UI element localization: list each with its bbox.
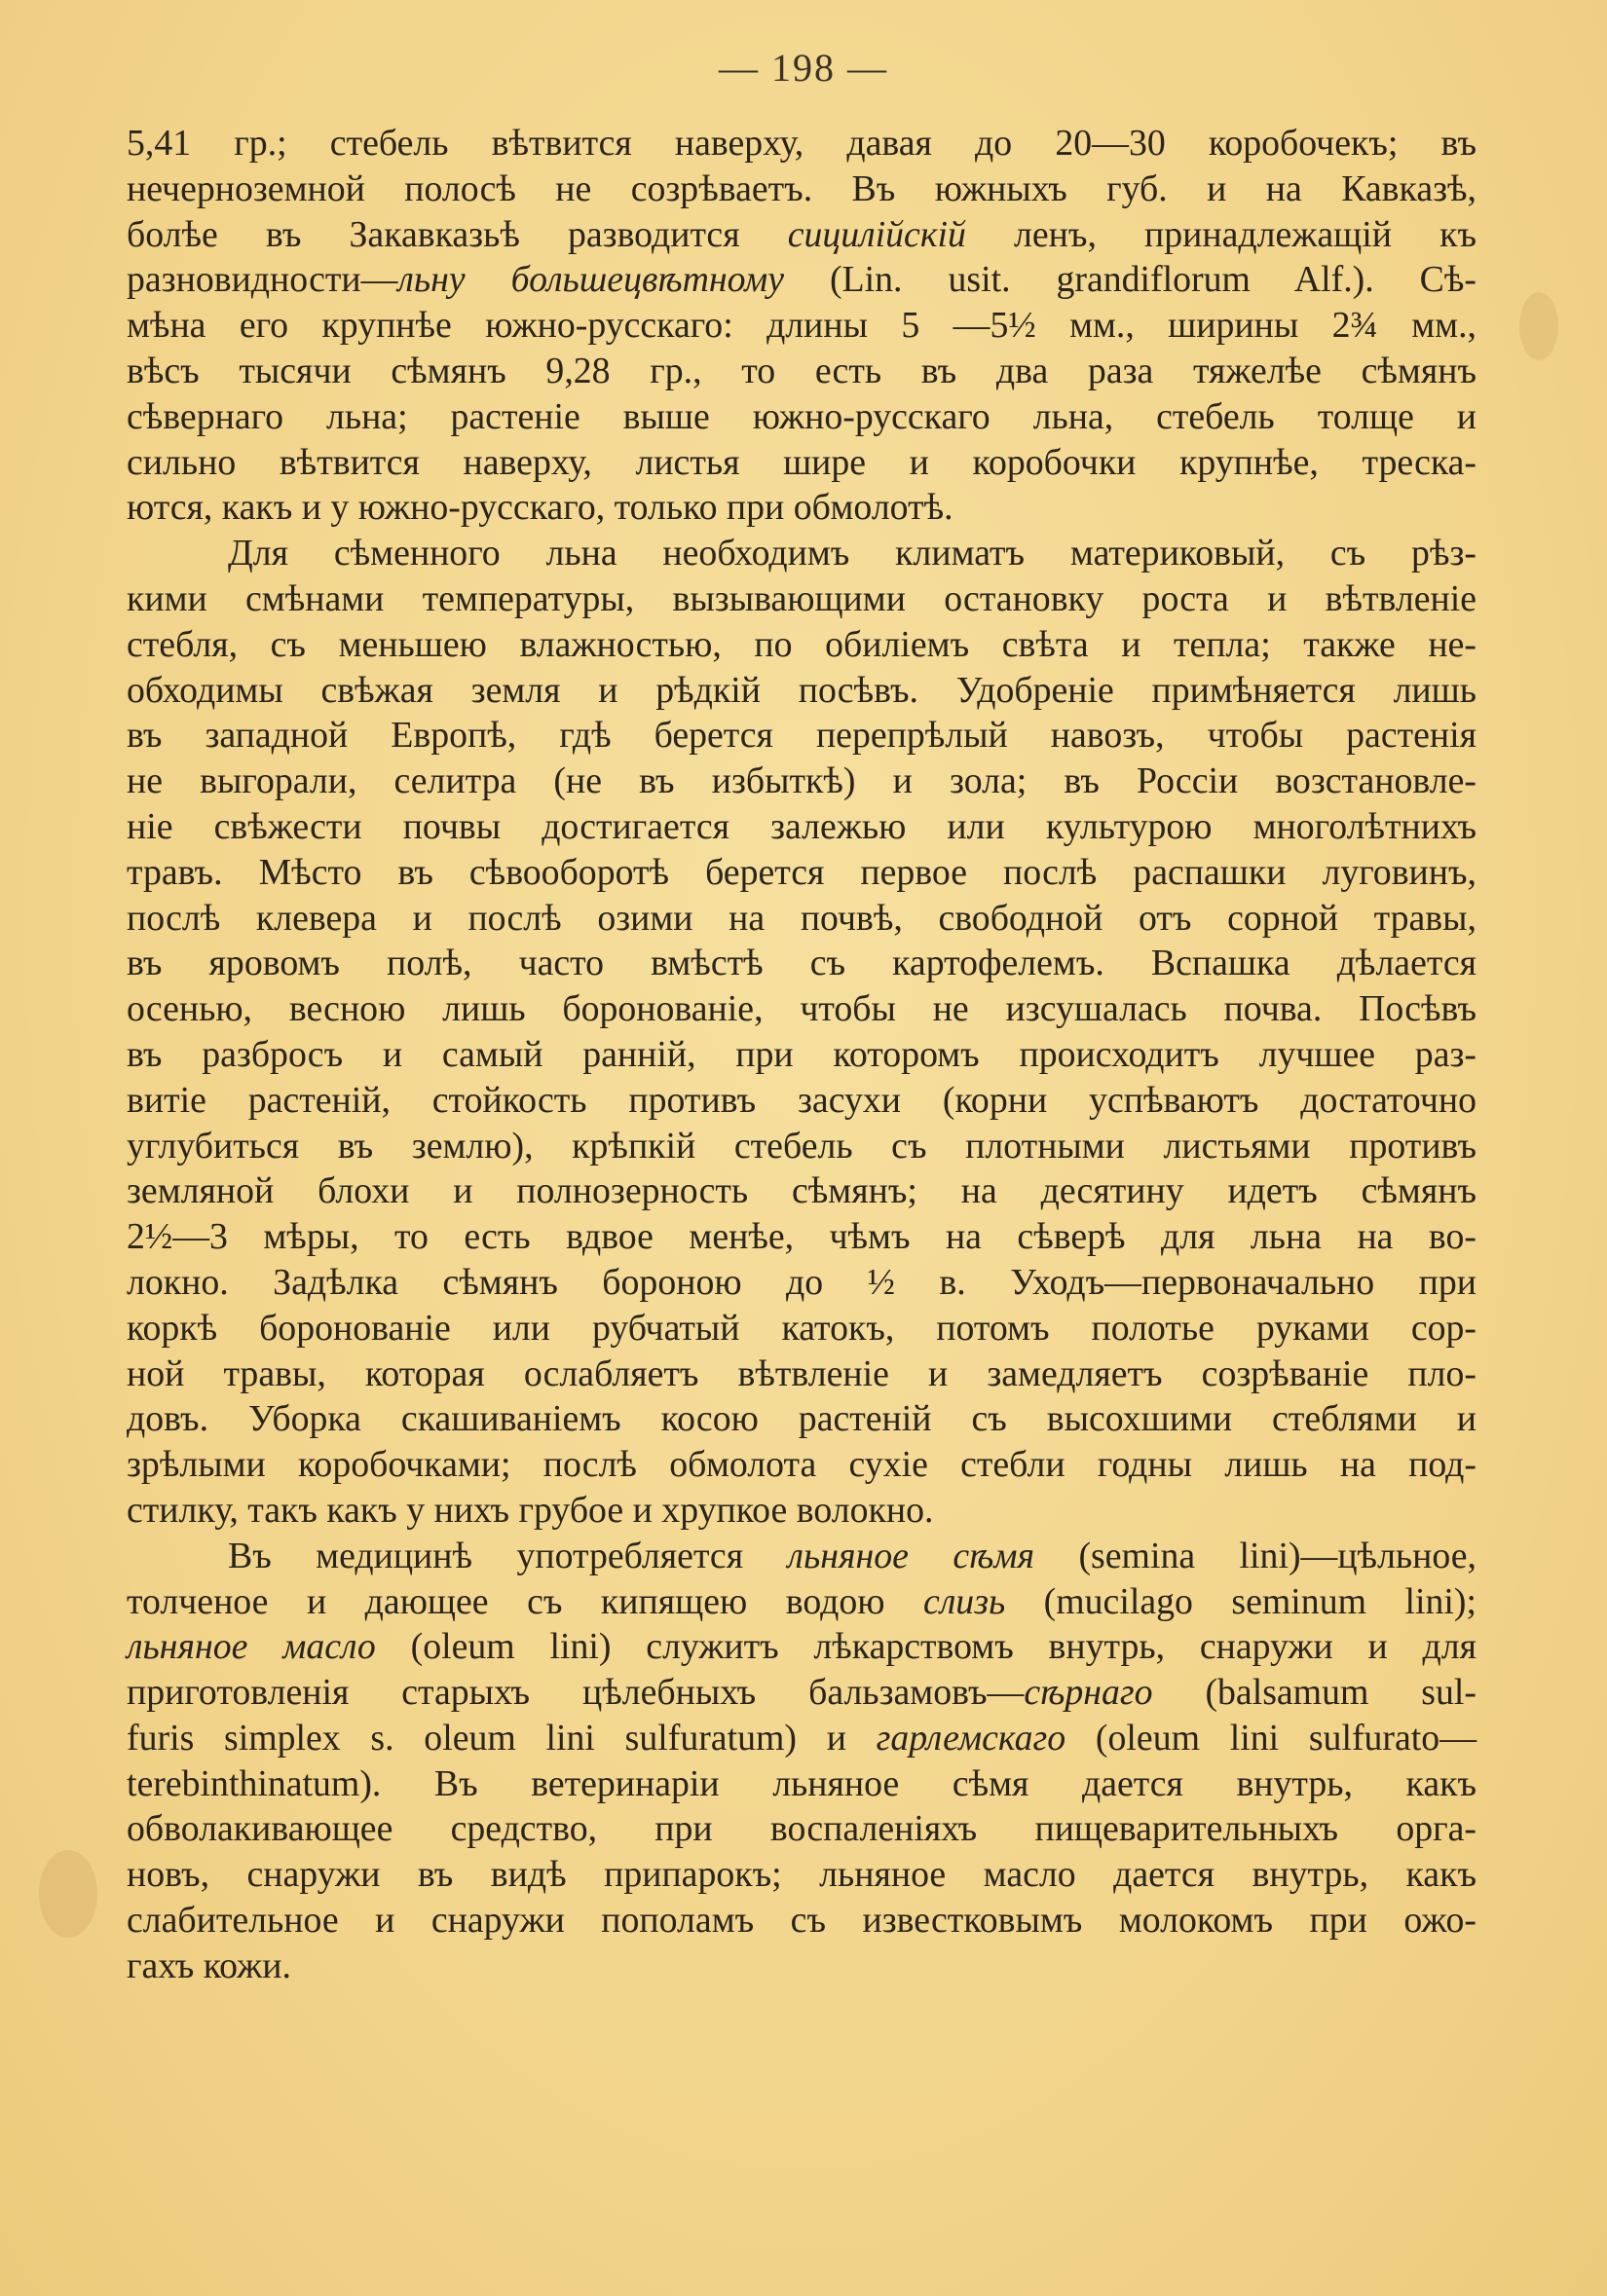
text-line [127, 1214, 1476, 1260]
text-run: ленъ, принадлежащій къ [965, 213, 1476, 255]
text-line [127, 1624, 1476, 1670]
text-run: локно. Задѣлка сѣмянъ бороною до ½ в. Уходъ—первоначально при [127, 1261, 1476, 1303]
text-line [127, 713, 1476, 759]
text-run: (oleum lini sulfurato— [1065, 1717, 1476, 1759]
text-line [127, 759, 1476, 804]
paragraph [127, 121, 1476, 531]
paper-stain [1519, 292, 1558, 360]
text-line [127, 1260, 1476, 1306]
italic-term: сицилійскій [787, 213, 966, 255]
text-line [127, 1806, 1476, 1852]
text-line [127, 668, 1476, 714]
text-line [127, 850, 1476, 896]
text-run: стебля, съ меньшею влажностью, по обиліемъ свѣта и тепла; также не- [127, 623, 1476, 665]
text-run: кими смѣнами температуры, вызывающими остановку роста и вѣтвленіе [127, 577, 1476, 619]
text-run: (balsamum sul- [1152, 1672, 1476, 1714]
text-run: болѣе въ Закавказьѣ разводится [127, 213, 788, 255]
text-run: вѣсъ тысячи сѣмянъ 9,28 гр., то есть въ два раза тяжелѣе сѣмянъ [127, 350, 1476, 391]
body-text [127, 121, 1476, 1989]
text-line [127, 1534, 1476, 1579]
text-run: (Lin. usit. grandiflorum Alf.). Сѣ- [783, 259, 1476, 301]
paper-stain [39, 1850, 97, 1938]
text-run: послѣ клевера и послѣ озими на почвѣ, свободной отъ сорной травы, [127, 897, 1476, 939]
text-run: мѣна его крупнѣе южно-русскаго: длины 5 —5½ мм., ширины 2¾ мм., [127, 305, 1476, 347]
text-run: 2½—3 мѣры, то есть вдвое менѣе, чѣмъ на сѣверѣ для льна на во- [127, 1216, 1476, 1258]
text-run: сильно вѣтвится наверху, листья шире и коробочки крупнѣе, треска- [127, 441, 1476, 483]
text-run: ніе свѣжести почвы достигается залежью или культурою многолѣтнихъ [127, 805, 1476, 847]
text-line [127, 804, 1476, 850]
italic-term: льну большецвѣтному [397, 259, 784, 301]
text-line [127, 1898, 1476, 1944]
italic-term: сѣрнаго [1024, 1672, 1153, 1714]
text-run: травъ. Мѣсто въ сѣвооборотѣ берется первое послѣ распашки луговинъ, [127, 851, 1476, 893]
text-run: новъ, снаружи въ видѣ припарокъ; льняное масло дается внутрь, какъ [127, 1854, 1476, 1896]
text-run: стилку, такъ какъ у нихъ грубое и хрупкое волокно. [127, 1489, 934, 1531]
text-run: Въ медицинѣ употребляется [228, 1535, 788, 1576]
text-line [127, 440, 1476, 486]
text-line [127, 576, 1476, 622]
text-run: terebinthinatum). Въ ветеринаріи льняное сѣмя дается внутрь, какъ [127, 1762, 1476, 1804]
text-line [127, 1352, 1476, 1397]
text-line [127, 1396, 1476, 1442]
text-run: обходимы свѣжая земля и рѣдкій посѣвъ. Удобреніе примѣняется лишь [127, 669, 1476, 711]
text-run: зрѣлыми коробочками; послѣ обмолота сухіе стебли годны лишь на под- [127, 1444, 1476, 1486]
text-run: furis simplex s. oleum lini sulfuratum) и [127, 1717, 877, 1759]
italic-term: гарлемскаго [876, 1717, 1066, 1759]
text-line [127, 1306, 1476, 1352]
text-line [127, 167, 1476, 212]
text-run: обволакивающее средство, при воспаленіяхъ пищеварительныхъ орга- [127, 1808, 1476, 1850]
text-run: въ западной Европѣ, гдѣ берется перепрѣлый навозъ, чтобы растенія [127, 715, 1476, 757]
text-line [127, 257, 1476, 303]
text-line [127, 394, 1476, 440]
page-number: — 198 — [719, 46, 888, 90]
text-run: въ разбросъ и самый ранній, при которомъ происходитъ лучшее раз- [127, 1033, 1476, 1075]
text-line [127, 622, 1476, 668]
text-line [127, 1078, 1476, 1124]
text-line [127, 303, 1476, 349]
text-line [127, 1716, 1476, 1761]
text-line [127, 1944, 1476, 1989]
text-run: нечерноземной полосѣ не созрѣваетъ. Въ южныхъ губ. и на Кавказѣ, [127, 167, 1476, 209]
text-line [127, 941, 1476, 986]
italic-term: льняное масло [127, 1626, 376, 1668]
text-line [127, 1032, 1476, 1078]
text-line [127, 1168, 1476, 1214]
text-line [127, 531, 1476, 576]
text-run: углубиться въ землю), крѣпкій стебель съ плотными листьями противъ [127, 1125, 1476, 1167]
text-run: (oleum lini) служитъ лѣкарствомъ внутрь, снаружи и для [375, 1626, 1477, 1668]
paragraph [127, 531, 1476, 1534]
italic-term: льняное сѣмя [787, 1535, 1035, 1576]
text-line [127, 986, 1476, 1032]
text-run: Для сѣменного льна необходимъ климатъ материковый, съ рѣз- [228, 533, 1476, 574]
text-run: коркѣ боронованіе или рубчатый катокъ, потомъ полотье руками сор- [127, 1307, 1476, 1349]
text-line [127, 896, 1476, 942]
text-run: разновидности— [127, 259, 398, 301]
text-run: слабительное и снаружи пополамъ съ известковымъ молокомъ при ожо- [127, 1900, 1476, 1942]
text-run: витіе растеній, стойкость противъ засухи (корни успѣваютъ достаточно [127, 1079, 1476, 1121]
text-run: (semina lini)—цѣльное, [1034, 1535, 1476, 1576]
italic-term: слизь [923, 1580, 1006, 1622]
text-line [127, 121, 1476, 167]
text-line [127, 1852, 1476, 1898]
text-run: довъ. Уборка скашиваніемъ косою растеній съ высохшими стеблями и [127, 1398, 1476, 1440]
text-run: не выгорали, селитра (не въ избыткѣ) и зола; въ Россіи возстановле- [127, 760, 1476, 802]
paragraph [127, 1534, 1476, 1989]
text-line [127, 1579, 1476, 1625]
text-run: земляной блохи и полнозерность сѣмянъ; на десятину идетъ сѣмянъ [127, 1170, 1476, 1212]
text-run: приготовленія старыхъ цѣлебныхъ бальзамовъ— [127, 1672, 1025, 1714]
text-run: въ яровомъ полѣ, часто вмѣстѣ съ картофелемъ. Вспашка дѣлается [127, 943, 1476, 984]
text-run: осенью, весною лишь боронованіе, чтобы не изсушалась почва. Посѣвъ [127, 988, 1476, 1030]
text-run: (mucilago seminum lini); [1005, 1580, 1477, 1622]
text-run: 5,41 гр.; стебель вѣтвится наверху, давая до 20—30 коробочекъ; въ [127, 123, 1476, 164]
text-line [127, 212, 1476, 258]
text-run: ются, какъ и у южно-русскаго, только при обмолотѣ. [127, 487, 953, 529]
text-line [127, 1761, 1476, 1807]
text-line [127, 485, 1476, 531]
text-run: сѣвернаго льна; растеніе выше южно-русскаго льна, стебель толще и [127, 395, 1476, 437]
text-line [127, 349, 1476, 394]
text-run: гахъ кожи. [127, 1944, 291, 1986]
text-line [127, 1670, 1476, 1716]
text-line [127, 1442, 1476, 1488]
text-run: ной травы, которая ослабляетъ вѣтвленіе и замедляетъ созрѣваніе пло- [127, 1352, 1476, 1394]
text-line [127, 1488, 1476, 1534]
text-run: толченое и дающее съ кипящею водою [127, 1580, 924, 1622]
text-line [127, 1124, 1476, 1169]
